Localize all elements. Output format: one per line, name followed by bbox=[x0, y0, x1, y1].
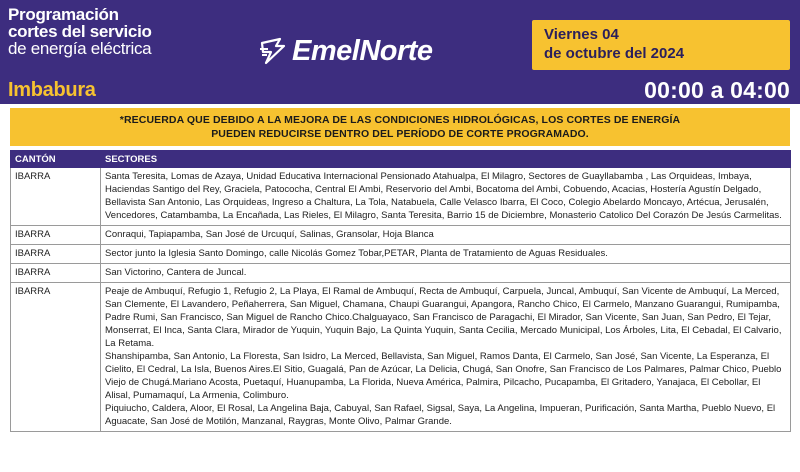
canton-cell: IBARRA bbox=[11, 245, 101, 264]
table-row bbox=[11, 283, 791, 432]
canton-cell: IBARRA bbox=[11, 168, 101, 226]
schedule-table bbox=[10, 150, 791, 432]
sectors-cell bbox=[101, 264, 791, 283]
brand-name: EmelNorte bbox=[292, 34, 433, 67]
sectors-cell bbox=[101, 168, 791, 226]
sectors-text: Shanshipamba, San Antonio, La Floresta, San Isidro, La Merced, Bellavista, San Miguel, Ramos Danta, El Carmelo, San José, San Vicente, La Esperanza, El Cielito, El Cedral, La Isla, Buenos Aires.El Sitio, Guagalá, Pan de Azúcar, La Delicia, Chugá, San Onofre, San Francisco de Los Palmares, Palmar Chico, Pueblo Viejo de Chugá.Mariano Acosta, Puetaquí, Huanupamba, La Florida, Nueva América, Palmira, Pilcacho, Pucapamba, El Gritadero, Yanajaca, El Cebollar, El Alisal, Pumamaquí, La Armenia, Colimburo. bbox=[105, 351, 782, 401]
program-title bbox=[8, 6, 152, 57]
canton-cell: IBARRA bbox=[11, 226, 101, 245]
date-full: de octubre del 2024 bbox=[544, 45, 685, 62]
sectors-cell bbox=[101, 283, 791, 432]
date-weekday: Viernes 04 bbox=[544, 26, 619, 43]
time-range: 00:00 a 04:00 bbox=[644, 77, 790, 103]
emelnorte-bolt-icon bbox=[258, 37, 288, 65]
title-line-3: de energía eléctrica bbox=[8, 39, 152, 58]
header-banner bbox=[0, 0, 800, 104]
province-label: Imbabura bbox=[8, 79, 96, 101]
title-line-1: Programación bbox=[8, 5, 119, 24]
sectors-text: Piquiucho, Caldera, Aloor, El Rosal, La Angelina Baja, Cabuyal, San Rafael, Sigsal, Saya, La Angelina, Impueran, Purificación, Santa Martha, Pueblo Nuevo, El Aguacate, San José de Motilón, Manzanal, Raygras, Monte Olivo, Palmar Grande. bbox=[105, 403, 776, 427]
table-row bbox=[11, 168, 791, 226]
header-canton: CANTÓN bbox=[11, 151, 101, 168]
table-row bbox=[11, 226, 791, 245]
notice-line-2: PUEDEN REDUCIRSE DENTRO DEL PERÍODO DE CORTE PROGRAMADO. bbox=[211, 128, 589, 140]
canton-cell: IBARRA bbox=[11, 283, 101, 432]
header-sectors: SECTORES bbox=[101, 151, 791, 168]
sectors-text: Peaje de Ambuquí, Refugio 1, Refugio 2, La Playa, El Ramal de Ambuquí, Recta de Ambuquí, Carpuela, Juncal, Ambuquí, San Vicente de Ambuquí, La Merced, San Clemente, El Lavandero, Peñaherrera, San Miguel, Chamana, Chaupi Guarangui, Apangora, Rancho Chico, El Carmelo, Manzano Guarangui, Rumipamba, Padre Rumi, San Francisco, San Miguel de Rancho Chico.Chalguayaco, San Francisco de Paragachi, El Mirador, San Vicente, San Juan, San Pedro, El Tejar, Monserrat, El Inca, Santa Clara, Mirador de Yuquin, Yuquin Bajo, La Quinta Yuquin, Santa Cecilia, Mercado Municipal, Los Árboles, Lita, El Cebadal, El Calvario, La Retama. bbox=[105, 286, 782, 349]
table-row bbox=[11, 245, 791, 264]
notice-banner bbox=[10, 108, 790, 146]
notice-line-1: *RECUERDA QUE DEBIDO A LA MEJORA DE LAS CONDICIONES HIDROLÓGICAS, LOS CORTES DE ENERGÍA bbox=[119, 114, 681, 126]
canton-cell: IBARRA bbox=[11, 264, 101, 283]
sectors-cell bbox=[101, 245, 791, 264]
brand-logo bbox=[258, 34, 433, 68]
sectors-text: Sector junto la Iglesia Santo Domingo, calle Nicolás Gomez Tobar,PETAR, Planta de Tratamiento de Aguas Residuales. bbox=[105, 248, 608, 259]
table-row bbox=[11, 264, 791, 283]
sectors-text: Conraqui, Tapiapamba, San José de Urcuquí, Salinas, Gransolar, Hoja Blanca bbox=[105, 229, 434, 240]
sectors-text: San Victorino, Cantera de Juncal. bbox=[105, 267, 247, 278]
sectors-text: Santa Teresita, Lomas de Azaya, Unidad Educativa Internacional Pensionado Atahualpa, El Milagro, Sectores de Guayllabamba , Las Orquideas, Imbaya, Haciendas Santigo del Rey, Graciela, Patococha, Central El Ambi, Reservorio del Ambi, Bocatoma del Ambi, Cobuendo, Acacias, Hostería Agustín Delgado, Bellavista San Antonio, Las Orquideas, Ingreso a Chaltura, La Tola, Natabuela, Calle Velasco Ibarra, El Coco, Colegio Abelardo Moncayo, Artécua, Jerusalén, Vencedores, Catambamba, La Encañada, Las Rieles, El Milagro, Santa Teresita, Barrio 15 de Diciembre, Monasterio Catolico Del Corazón De Jesús Carmelitas. bbox=[105, 171, 782, 221]
sectors-cell bbox=[101, 226, 791, 245]
title-line-2: cortes del servicio bbox=[8, 22, 152, 41]
table-header-row bbox=[11, 151, 791, 168]
date-box bbox=[532, 20, 790, 70]
